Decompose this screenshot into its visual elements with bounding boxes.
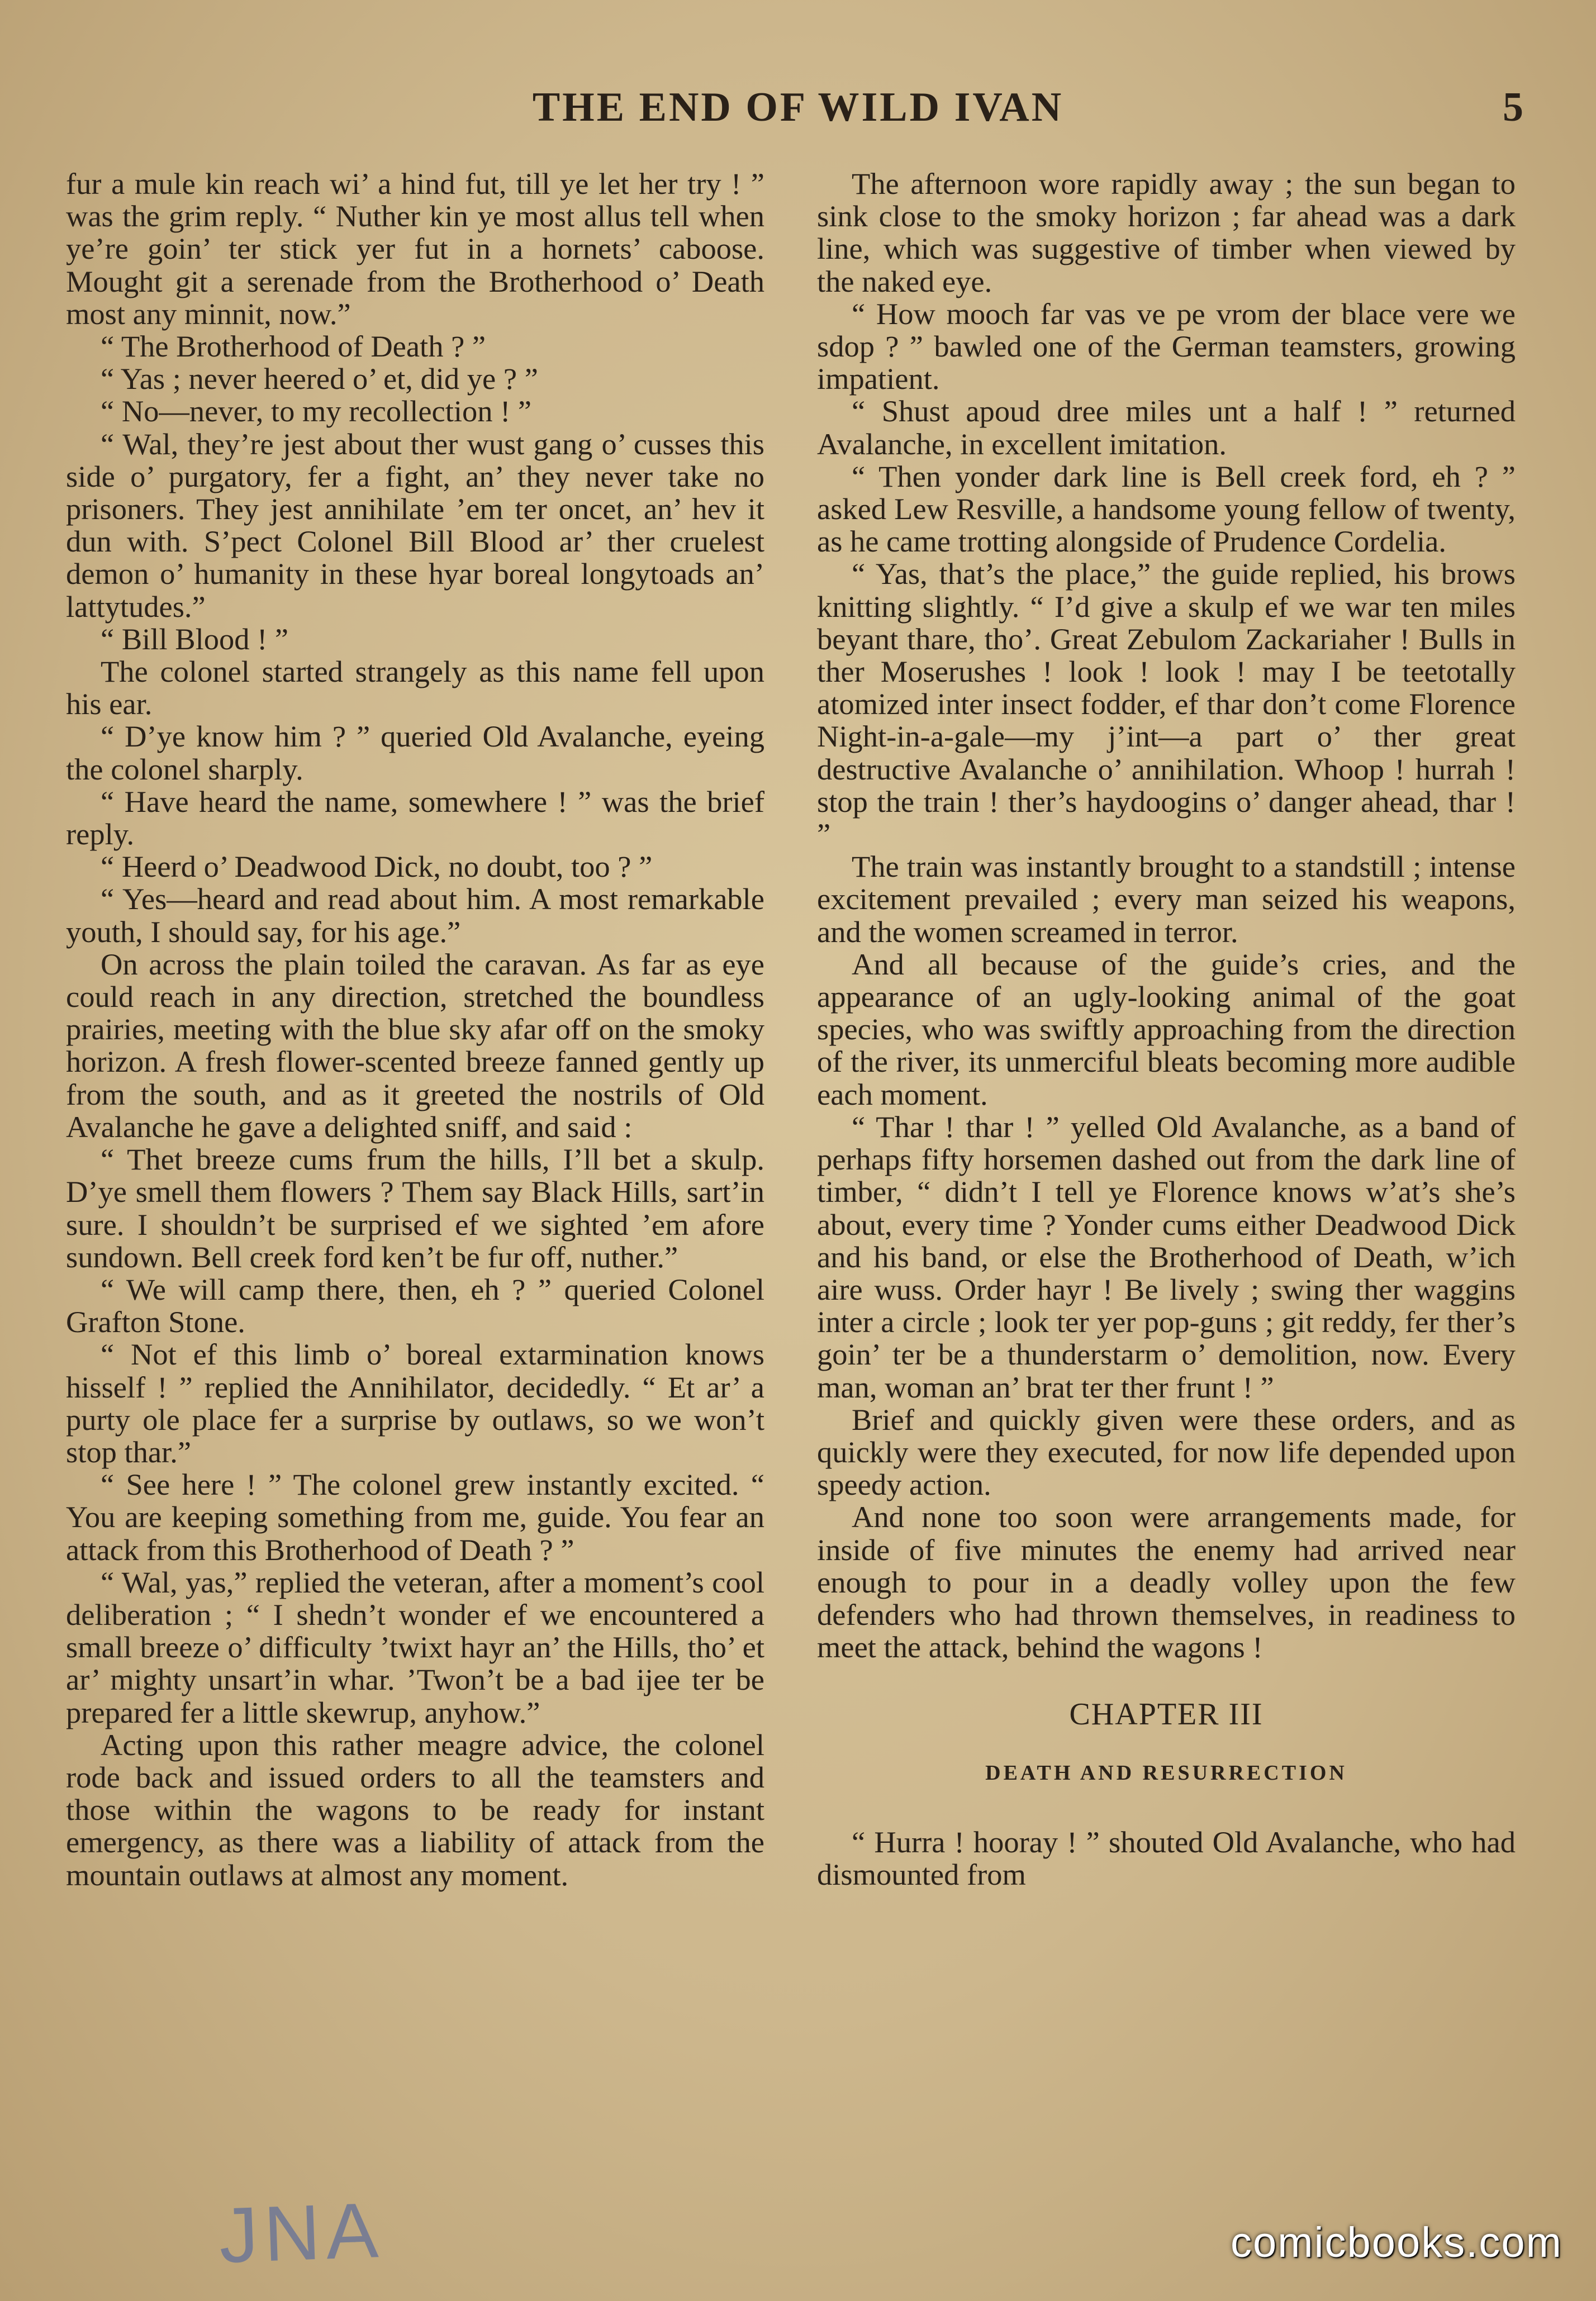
paragraph: The afternoon wore rapidly away ; the sun began to sink close to the smoky horizon ; far ahead was a dark line, which was suggestive of timber when viewed by the naked eye. xyxy=(817,167,1516,298)
running-title: THE END OF WILD IVAN xyxy=(532,84,1064,130)
paragraph: The colonel started strangely as this name fell upon his ear. xyxy=(66,654,764,721)
paragraph: “ D’ye know him ? ” queried Old Avalanche, eyeing the colonel sharply. xyxy=(66,719,764,786)
paragraph: “ Wal, they’re jest about ther wust gang o’ cusses this side o’ purgatory, fer a fight, an’ they never take no prisoners. They jest annihilate ’em ter oncet, an’ hev it dun with. S’pect Colonel Bill Blood ar’ ther cruelest demon o’ humanity in these hyar boreal longytoads an’ lattytudes.” xyxy=(66,426,764,624)
chapter-heading: CHAPTER III xyxy=(1069,1697,1264,1732)
paragraph: “ See here ! ” The colonel grew instantly excited. “ You are keeping something from me, guide. You fear an attack from this Brotherhood of Death ? ” xyxy=(66,1467,764,1567)
paragraph: “ Shust apoud dree miles unt a half ! ” returned Avalanche, in excellent imitation. xyxy=(817,394,1516,461)
paragraph: “ Yas ; never heered o’ et, did ye ? ” xyxy=(101,362,538,396)
paragraph: Acting upon this rather meagre advice, the colonel rode back and issued orders to all the teamsters and those within the wagons to be ready for instant emergency, as there was a liability of attack from the mountain outlaws at almost any moment. xyxy=(66,1727,764,1892)
paragraph: The train was instantly brought to a standstill ; intense excitement prevailed ; every man seized his weapons, and the women screamed in terror. xyxy=(817,849,1516,949)
paragraph: “ How mooch far vas ve pe vrom der blace vere we sdop ? ” bawled one of the German teamsters, growing impatient. xyxy=(817,296,1516,396)
chapter-opening-paragraph: “ Hurra ! hooray ! ” shouted Old Avalanche, who had dismounted from xyxy=(817,1824,1516,1891)
page-number: 5 xyxy=(1503,84,1523,130)
chapter-title: DEATH AND RESURRECTION xyxy=(985,1761,1347,1785)
ink-stamp: JNA xyxy=(217,2185,386,2280)
left-column xyxy=(66,168,764,1891)
paragraph: “ We will camp there, then, eh ? ” queried Colonel Grafton Stone. xyxy=(66,1272,764,1339)
paragraph: “ Bill Blood ! ” xyxy=(101,621,289,656)
paragraph: “ The Brotherhood of Death ? ” xyxy=(101,329,486,364)
paragraph: “ Not ef this limb o’ boreal extarmination knows hisself ! ” replied the Annihilator, decidedly. “ Et ar’ a purty ole place fer a surprise by outlaws, so we won’t stop thar.” xyxy=(66,1337,764,1469)
paragraph: “ Wal, yas,” replied the veteran, after a moment’s cool deliberation ; “ I shedn’t wonder ef we encountered a small breeze o’ difficulty ’twixt hayr an’ the Hills, tho’ et ar’ mighty unsart’in whar. ’Twon’t be a bad ijee ter be prepared fer a little skewrup, anyhow.” xyxy=(66,1565,764,1729)
paragraph: “ Yas, that’s the place,” the guide replied, his brows knitting slightly. “ I’d give a skulp ef we war ten miles beyant thare, tho’. Great Zebulom Zackariaher ! Bulls in ther Moserushes ! look ! look ! may I be teetotally atomized inter insect fodder, ef thar don’t come Florence Night-in-a-gale—my j’int—a part o’ ther great destructive Avalanche o’ annihilation. Whoop ! hurrah ! stop the train ! ther’s haydoogins o’ danger ahead, thar ! ” xyxy=(817,557,1516,852)
right-column xyxy=(817,168,1516,1891)
paragraph: fur a mule kin reach wi’ a hind fut, till ye let her try ! ” was the grim reply. “ Nuther kin ye most allus tell when ye’re goin’ ter stick yer fut in a hornets’ caboose. Mought git a serenade from the Brotherhood o’ Death most any minnit, now.” xyxy=(66,167,764,331)
paragraph: Brief and quickly given were these orders, and as quickly were they executed, for now life depended upon speedy action. xyxy=(817,1402,1516,1502)
paragraph: And all because of the guide’s cries, and the appearance of an ugly-looking animal of the goat species, who was swiftly approaching from the direction of the river, its unmerciful bleats becoming more audible each moment. xyxy=(817,947,1516,1111)
paragraph: “ Then yonder dark line is Bell creek ford, eh ? ” asked Lew Resville, a handsome young fellow of twenty, as he came trotting alongside of Prudence Cordelia. xyxy=(817,459,1516,559)
paragraph: “ No—never, to my recollection ! ” xyxy=(101,394,532,429)
paragraph: “ Yes—heard and read about him. A most remarkable youth, I should say, for his age.” xyxy=(66,882,764,949)
page-header xyxy=(0,84,1596,151)
paragraph: “ Heerd o’ Deadwood Dick, no doubt, too ? ” xyxy=(101,849,653,884)
paragraph: “ Have heard the name, somewhere ! ” was the brief reply. xyxy=(66,784,764,852)
paragraph: On across the plain toiled the caravan. As far as eye could reach in any direction, stretched the boundless prairies, meeting with the blue sky afar off on the smoky horizon. A fresh flower-scented breeze fanned gently up from the south, and as it greeted the nostrils of Old Avalanche he gave a delighted sniff, and said : xyxy=(66,947,764,1144)
site-watermark: comicbooks.com xyxy=(1231,2219,1562,2266)
paragraph: “ Thet breeze cums frum the hills, I’ll bet a skulp. D’ye smell them flowers ? Them say Black Hills, sart’in sure. I shouldn’t be surprised ef we sighted ’em afore sundown. Bell creek ford ken’t be fur off, nuther.” xyxy=(66,1142,764,1274)
paragraph: “ Thar ! thar ! ” yelled Old Avalanche, as a band of perhaps fifty horsemen dashed out from the dark line of timber, “ didn’t I tell ye Florence knows w’at’s she’s about, every time ? Yonder cums either Deadwood Dick and his band, or else the Brotherhood of Death, w’ich aire wuss. Order hayr ! Be lively ; swing ther waggins inter a circle ; look ter yer pop-guns ; git reddy, fer ther’s goin’ ter be a thunderstarm o’ demolition, now. Every man, woman an’ brat ter ther frunt ! ” xyxy=(817,1109,1516,1404)
paragraph: And none too soon were arrangements made, for inside of five minutes the enemy had arrived near enough to pour in a deadly volley upon the few defenders who had thrown themselves, in readiness to meet the attack, behind the wagons ! xyxy=(817,1500,1516,1665)
